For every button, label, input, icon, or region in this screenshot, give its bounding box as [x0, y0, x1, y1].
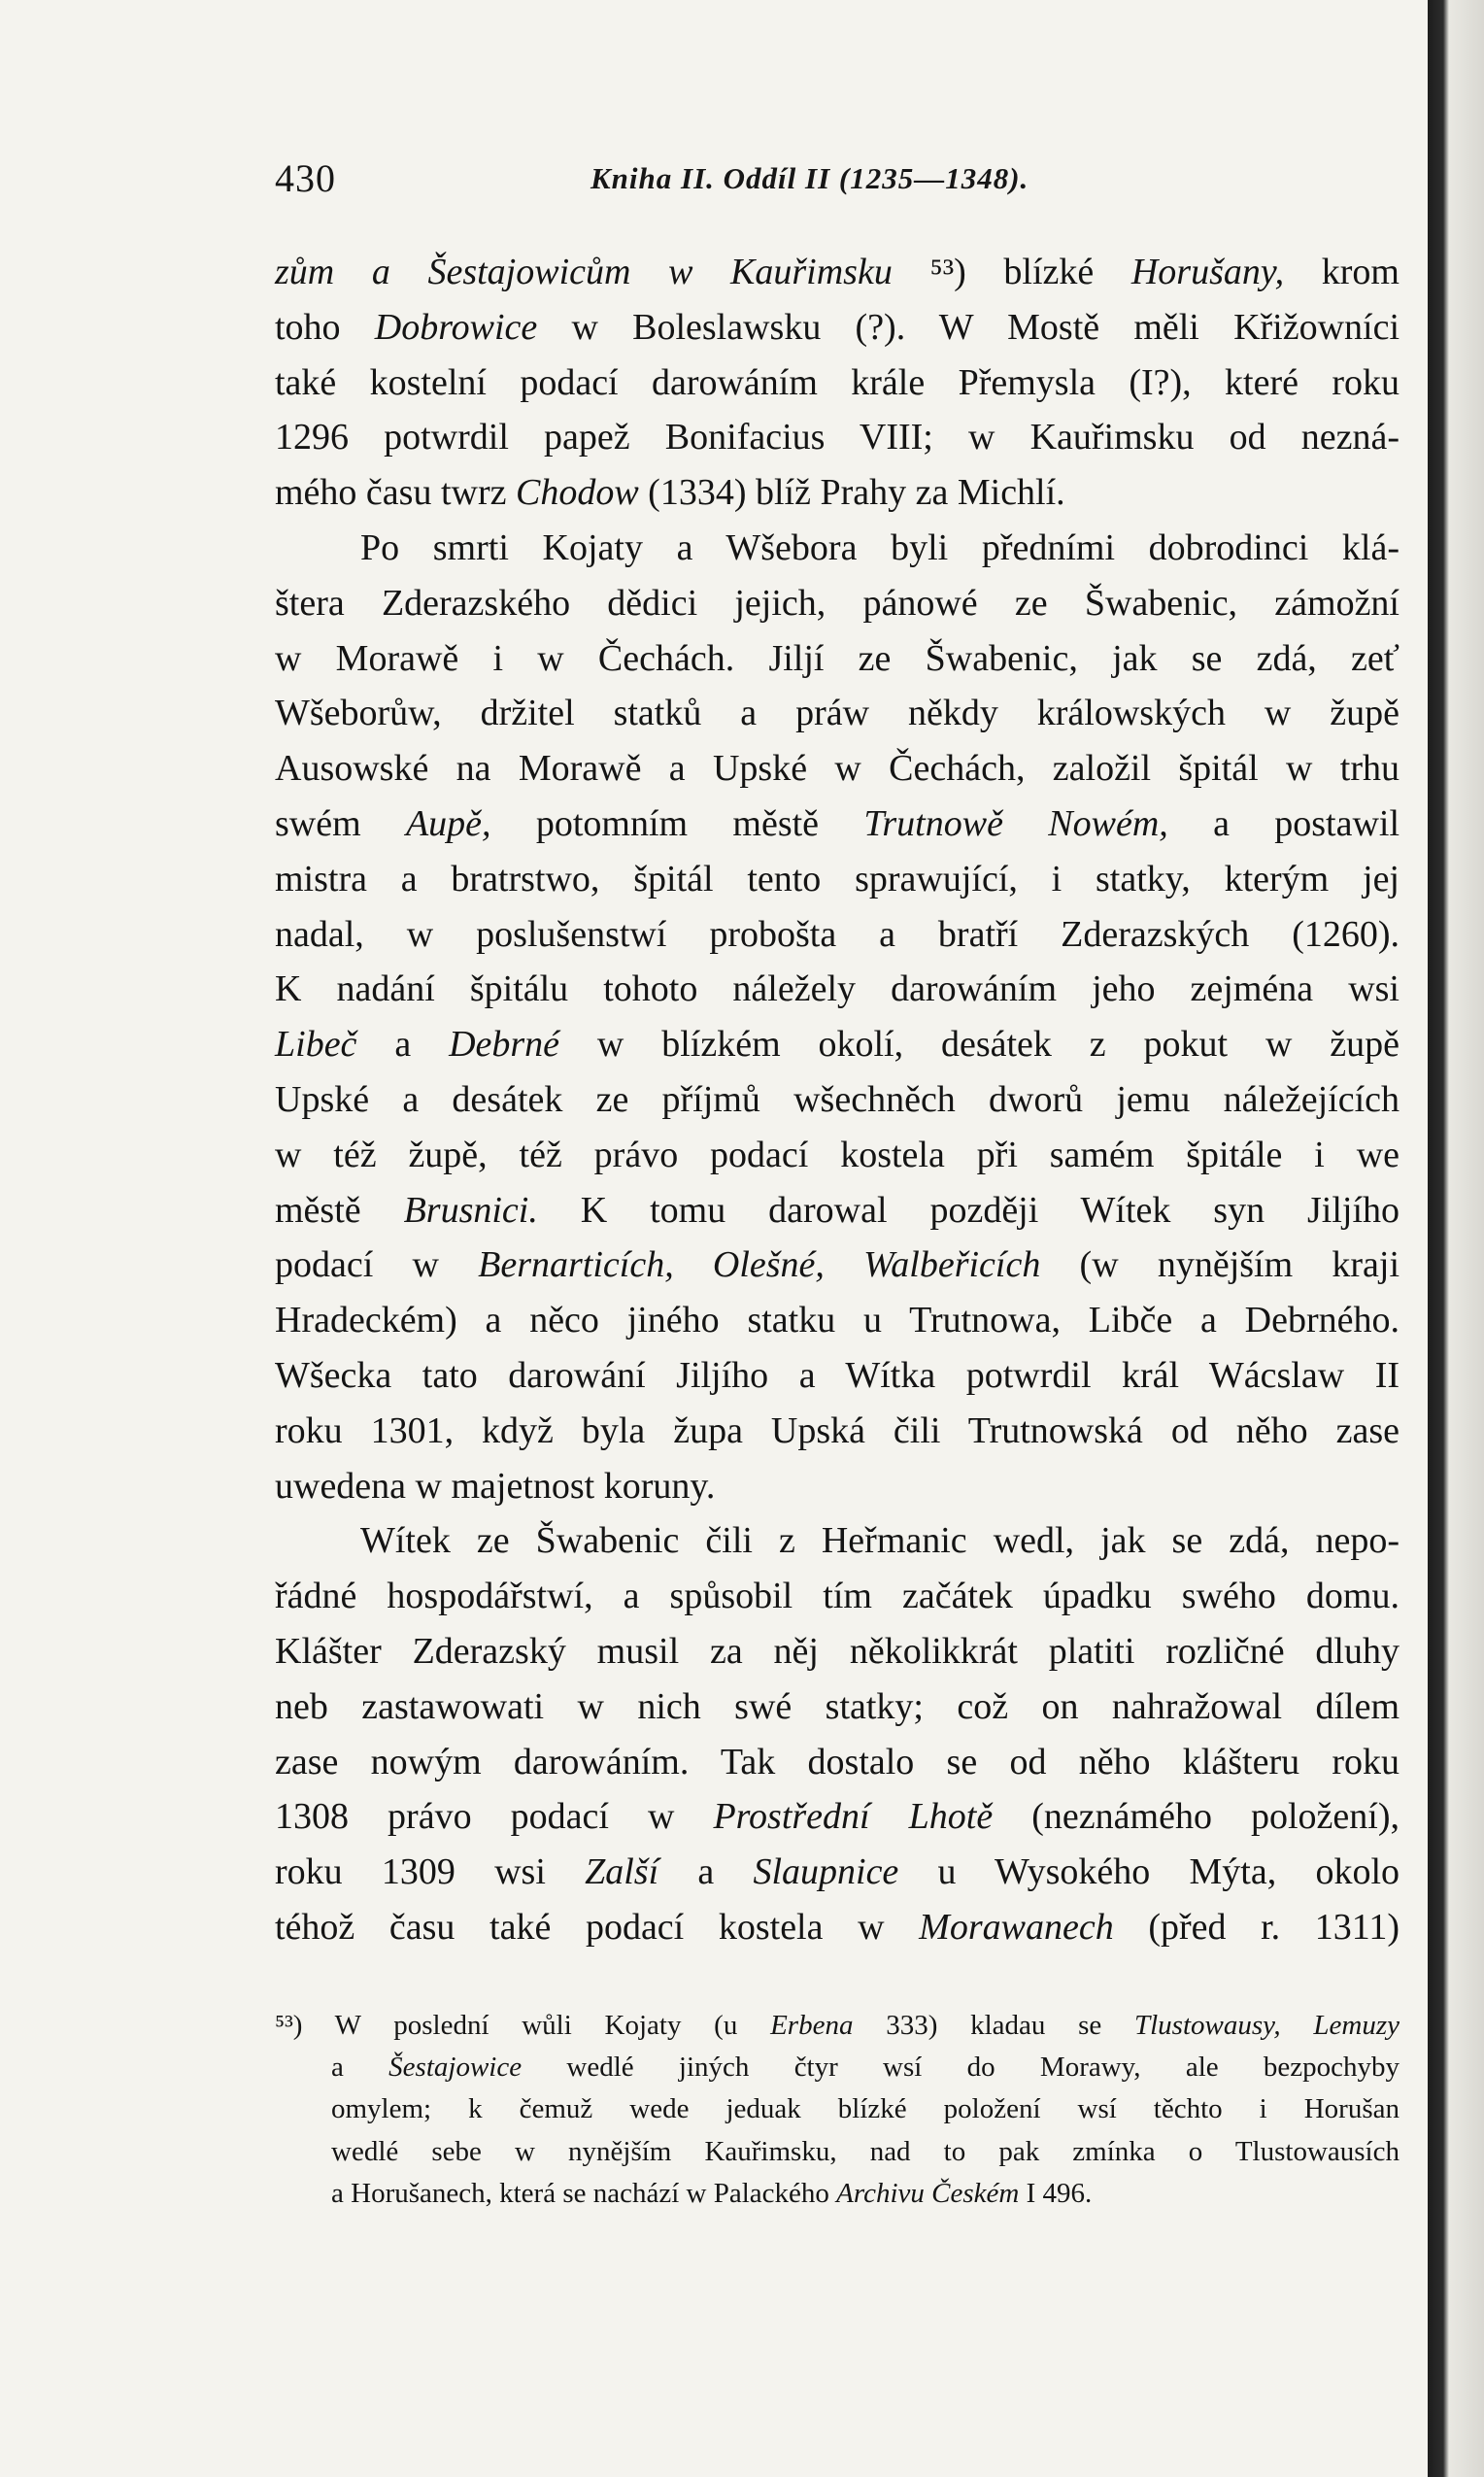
- text-line: Wšeborůw, držitel statků a práw někdy králowských w župě: [275, 693, 1400, 734]
- footnote-line: omylem; k čemuž wede jeduak blízké položení wsí těchto i Horušan: [331, 2093, 1400, 2125]
- body-text: [275, 245, 1400, 1955]
- text-line: Klášter Zderazský musil za něj několikkrát platiti rozličné dluhy: [275, 1630, 1400, 1672]
- text-line: mého času twrz Chodow (1334) blíž Prahy za Michlí.: [275, 472, 1065, 514]
- text-line: K nadání špitálu tohoto náležely darowáním jeho zejména wsi: [275, 968, 1400, 1010]
- text-line: Hradeckém) a něco jiného statku u Trutnowa, Libče a Debrného.: [275, 1300, 1400, 1341]
- text-line: roku 1301, když byla župa Upská čili Trutnowská od něho zase: [275, 1409, 1400, 1451]
- text-line: Wítek ze Šwabenic čili z Heřmanic wedl, jak se zdá, nepo-: [360, 1520, 1400, 1562]
- text-line: mistra a bratrstwo, špitál tento sprawující, i statky, kterým jej: [275, 858, 1400, 899]
- text-line: řádné hospodářstwí, a spůsobil tím začátek úpadku swého domu.: [275, 1576, 1400, 1617]
- text-line: uwedena w majetnost koruny.: [275, 1465, 716, 1507]
- text-line: w též župě, též právo podací kostela při samém špitále i we: [275, 1134, 1400, 1175]
- text-line: zům a Šestajowicům w Kauřimsku ⁵³) blízké Horušany, krom: [275, 252, 1400, 292]
- text-line: Po smrti Kojaty a Wšebora byli předními dobrodinci klá-: [360, 526, 1400, 568]
- page-number: 430: [275, 156, 336, 200]
- footnote-line: a Šestajowice wedlé jiných čtyr wsí do Morawy, ale bezpochyby: [331, 2052, 1400, 2084]
- page-header: [275, 155, 1401, 214]
- text-line: Wšecka tato darowání Jiljího a Wítka potwrdil král Wácslaw II: [275, 1354, 1400, 1396]
- text-line: 1308 právo podací w Prostřední Lhotě (neznámého položení),: [275, 1796, 1400, 1838]
- text-line: Upské a desátek ze příjmů wšechněch dworů jemu náležejících: [275, 1078, 1400, 1120]
- text-line: zase nowým darowáním. Tak dostalo se od něho klášteru roku: [275, 1741, 1400, 1782]
- text-line: neb zastawowati w nich swé statky; což on nahražowal dílem: [275, 1685, 1400, 1727]
- paragraph-3: [275, 1513, 1400, 1954]
- text-line: téhož času také podací kostela w Morawanech (před r. 1311): [275, 1906, 1400, 1948]
- text-line: swém Aupě, potomním městě Trutnowě Nowém, a postawil: [275, 802, 1400, 844]
- footnote-line: ⁵³) W poslední wůli Kojaty (u Erbena 333) kladau se Tlustowausy, Lemuzy: [275, 2010, 1400, 2041]
- footnote-line: a Horušanech, která se nachází w Palackého Archivu Českém I 496.: [331, 2177, 1093, 2209]
- footnote: [275, 2005, 1400, 2215]
- text-line: toho Dobrowice w Boleslawsku (?). W Mostě měli Křižowníci: [275, 306, 1400, 348]
- text-line: Libeč a Debrné w blízkém okolí, desátek z pokut w župě: [275, 1024, 1400, 1066]
- text-line: městě Brusnici. K tomu darowal později Wítek syn Jiljího: [275, 1189, 1400, 1231]
- running-head: Kniha II. Oddíl II (1235—1348).: [590, 161, 1029, 195]
- text-line: také kostelní podací darowáním krále Přemysla (I?), které roku: [275, 361, 1400, 403]
- paragraph-1: [275, 245, 1400, 521]
- text-line: 1296 potwrdil papež Bonifacius VIII; w Kauřimsku od nezná-: [275, 417, 1400, 458]
- text-line: roku 1309 wsi Zalší a Slaupnice u Wysokého Mýta, okolo: [275, 1851, 1400, 1893]
- text-line: Ausowské na Morawě a Upské w Čechách, založil špitál w trhu: [275, 748, 1400, 790]
- next-page-edge: [1428, 0, 1484, 2477]
- footnote-line: wedlé sebe w nynějším Kauřimsku, nad to pak zmínka o Tlustowausích: [331, 2135, 1400, 2167]
- paragraph-2: [275, 521, 1400, 1513]
- text-line: podací w Bernarticích, Olešné, Walbeřicích (w nynějším kraji: [275, 1244, 1400, 1286]
- text-line: w Morawě i w Čechách. Jiljí ze Šwabenic, jak se zdá, zeť: [275, 637, 1400, 679]
- text-line: nadal, w poslušenstwí probošta a bratří Zderazských (1260).: [275, 913, 1400, 955]
- text-line: štera Zderazského dědici jejich, pánowé ze Šwabenic, zámožní: [275, 582, 1400, 624]
